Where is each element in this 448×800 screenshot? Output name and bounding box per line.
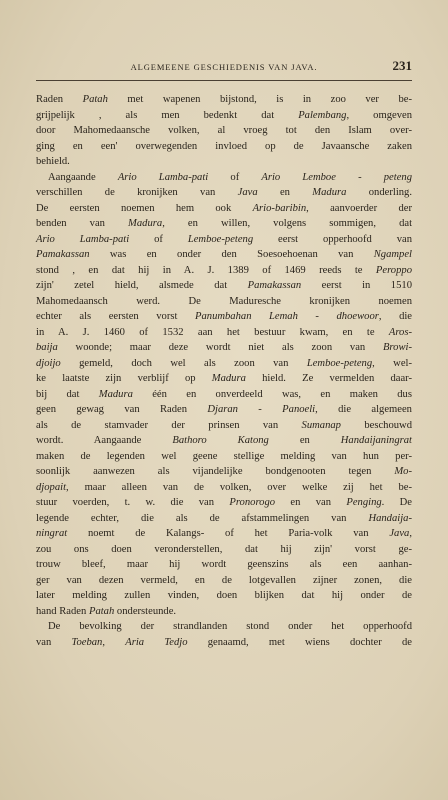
- text-line: [36, 418, 412, 434]
- italic-term: Handaijaningrat: [340, 435, 412, 446]
- header-rule: [36, 80, 412, 81]
- text-run: of: [129, 233, 188, 245]
- text-run: wordt. Aangaande: [36, 435, 173, 446]
- italic-term: Patah: [88, 605, 115, 617]
- text-run: later melding zullen vinden, doen blijken dat hij onder de: [36, 590, 412, 601]
- text-run: , en willen, volgens sommigen, dat: [162, 218, 413, 229]
- text-run: soonlijk aanwezen als vijandelijke bondgenooten tegen: [36, 466, 395, 477]
- italic-term: Lemboe-peteng: [306, 357, 373, 369]
- text-run: ,: [409, 528, 412, 539]
- text-run: De eersten noemen hem ook: [36, 202, 253, 214]
- text-line: [36, 511, 412, 527]
- text-run: en van: [275, 497, 347, 508]
- text-line: [36, 232, 412, 248]
- text-line: [36, 185, 412, 201]
- text-run: stuur voerden, t. w. die van: [36, 497, 230, 508]
- italic-term: Aria Tedjo: [125, 636, 188, 648]
- italic-term: djoijo: [36, 357, 61, 369]
- italic-term: Ario Lamba-pati: [117, 171, 209, 183]
- text-line: [36, 635, 412, 651]
- text-line: [36, 573, 412, 589]
- text-run: van: [36, 636, 72, 648]
- italic-term: Panumbahan Lemah - dhoewoor: [195, 311, 379, 322]
- text-run: was en onder den Soesoehoenan van: [89, 249, 374, 260]
- text-line: [36, 356, 412, 372]
- text-run: , maar alleen van de volken, over welke zij het be-: [66, 481, 412, 493]
- text-run: , die: [378, 311, 413, 322]
- italic-term: Ario Lemboe - peteng: [261, 171, 412, 183]
- text-line: [36, 309, 412, 325]
- text-run: onderling.: [346, 187, 413, 198]
- italic-term: Browi-: [382, 342, 412, 353]
- text-line: [36, 139, 412, 155]
- text-line: [36, 325, 412, 341]
- text-run: ,: [102, 636, 126, 648]
- text-run: genaamd, met wiens dochter de: [187, 636, 413, 648]
- text-run: maken de legenden wel geene stellige melding van hun per-: [36, 450, 412, 462]
- text-line: [36, 619, 412, 635]
- text-line: [36, 464, 412, 480]
- text-run: met wapenen bijstond, is in zoo ver be-: [107, 94, 413, 105]
- text-run: , die algemeen: [315, 404, 412, 415]
- text-run: stond , en dat hij in A. J. 1389 of 1469 reeds te: [36, 264, 376, 276]
- italic-term: Ngampel: [373, 249, 412, 260]
- text-line: [36, 542, 412, 558]
- text-run: ondersteunde.: [114, 605, 177, 617]
- text-line: [36, 170, 412, 186]
- text-run: ke laatste zijn verblijf op: [36, 373, 212, 384]
- text-run: in A. J. 1460 of 1532 aan het bestuur kwam, en te: [36, 326, 389, 338]
- text-line: [36, 480, 412, 496]
- text-run: bij dat: [36, 388, 99, 400]
- italic-term: Palembang: [298, 109, 347, 121]
- text-line: [36, 201, 412, 217]
- text-line: [36, 588, 412, 604]
- text-line: [36, 557, 412, 573]
- text-line: [36, 387, 412, 403]
- text-line: [36, 526, 412, 542]
- text-line: [36, 495, 412, 511]
- text-line: [36, 340, 412, 356]
- text-line: [36, 371, 412, 387]
- text-run: , omgeven: [346, 109, 412, 121]
- text-line: [36, 92, 412, 108]
- text-run: beschouwd: [340, 419, 412, 431]
- text-run: door Mahomedaansche volken, al vroeg tot den Islam over-: [36, 125, 412, 136]
- text-run: en: [268, 435, 341, 446]
- italic-term: Java: [389, 528, 410, 539]
- italic-term: Madura: [312, 187, 347, 198]
- text-line: [36, 449, 412, 465]
- text-run: ging en een' overwegenden invloed op de Javaansche zaken: [36, 140, 412, 152]
- italic-term: Penging: [346, 497, 382, 508]
- italic-term: djopait: [36, 481, 67, 493]
- text-run: ger van dezen vermeld, en de lotgevallen zijner zonen, die: [36, 574, 412, 586]
- page-header: [36, 58, 412, 78]
- text-line: [36, 294, 412, 310]
- text-line: [36, 108, 412, 124]
- text-run: behield.: [36, 156, 70, 167]
- italic-term: Ario-baribin: [252, 202, 307, 214]
- italic-term: Lemboe-peteng: [187, 233, 254, 245]
- italic-term: Peroppo: [375, 264, 412, 276]
- text-run: grijpelijk , als men bedenkt dat: [36, 109, 299, 121]
- text-run: eerst opperhoofd van: [253, 233, 412, 245]
- text-run: Mahomedaansch werd. De Maduresche kronijken noemen: [36, 295, 412, 307]
- text-run: verschillen de kronijken van: [36, 187, 238, 198]
- text-run: hand Raden: [36, 605, 89, 617]
- text-run: hield. Ze vermelden daar-: [245, 373, 412, 384]
- text-run: en: [257, 187, 313, 198]
- italic-term: Pamakassan: [36, 249, 90, 260]
- text-line: [36, 278, 412, 294]
- italic-term: Toeban: [71, 636, 103, 648]
- italic-term: ningrat: [36, 528, 68, 539]
- italic-term: Java: [237, 187, 258, 198]
- text-run: geen gewag van Raden: [36, 404, 208, 415]
- text-run: echter als eersten vorst: [36, 311, 195, 322]
- italic-term: Handaija-: [368, 512, 412, 524]
- text-line: [36, 154, 412, 170]
- text-run: zou ons doen veronderstellen, dat hij zijn' vorst ge-: [36, 543, 412, 555]
- text-run: Raden: [36, 94, 83, 105]
- text-run: als de stamvader der prinsen van: [36, 419, 302, 431]
- italic-term: Bathoro Katong: [172, 435, 269, 446]
- running-head: ALGEMEENE GESCHIEDENIS VAN JAVA.: [130, 62, 318, 72]
- text-run: . De: [381, 497, 412, 508]
- italic-term: Madura: [211, 373, 246, 384]
- italic-term: Sumanap: [301, 419, 341, 431]
- text-line: [36, 123, 412, 139]
- body-text: [36, 92, 412, 650]
- text-run: eerst in 1510: [301, 280, 412, 291]
- text-line: [36, 263, 412, 279]
- text-run: zijn' zetel hield, alsmede dat: [36, 280, 248, 291]
- text-run: of: [208, 171, 262, 183]
- italic-term: baija: [36, 342, 58, 353]
- text-line: [36, 402, 412, 418]
- text-line: [36, 604, 412, 620]
- text-line: [36, 247, 412, 263]
- text-run: , aanvoerder der: [306, 202, 412, 214]
- text-run: legende echter, die als de afstammelingen van: [36, 512, 369, 524]
- italic-term: Ario Lamba-pati: [36, 233, 130, 245]
- text-line: [36, 433, 412, 449]
- italic-term: Madura: [128, 218, 163, 229]
- italic-term: Patah: [82, 94, 108, 105]
- italic-term: Madura: [98, 388, 133, 400]
- text-run: benden van: [36, 218, 129, 229]
- italic-term: Pamakassan: [247, 280, 302, 291]
- text-line: [36, 216, 412, 232]
- text-run: woonde; maar deze wordt niet als zoon van: [57, 342, 383, 353]
- text-run: één en onverdeeld was, en maken dus: [132, 388, 412, 400]
- italic-term: Pronorogo: [229, 497, 276, 508]
- text-run: trouw bleef, maar hij wordt geenszins als een aanhan-: [36, 559, 412, 570]
- text-run: noemt de Kalangs- of het Paria-volk van: [67, 528, 390, 539]
- text-run: gemeld, doch wel als zoon van: [60, 357, 307, 369]
- text-run: Aangaande: [48, 171, 118, 183]
- italic-term: Djaran - Panoeli: [207, 404, 316, 415]
- page-number: 231: [392, 58, 412, 73]
- italic-term: Aros-: [388, 326, 412, 338]
- italic-term: Mo-: [394, 466, 412, 477]
- text-run: , wel-: [372, 357, 412, 369]
- text-run: De bevolking der strandlanden stond onder het opperhoofd: [48, 621, 412, 632]
